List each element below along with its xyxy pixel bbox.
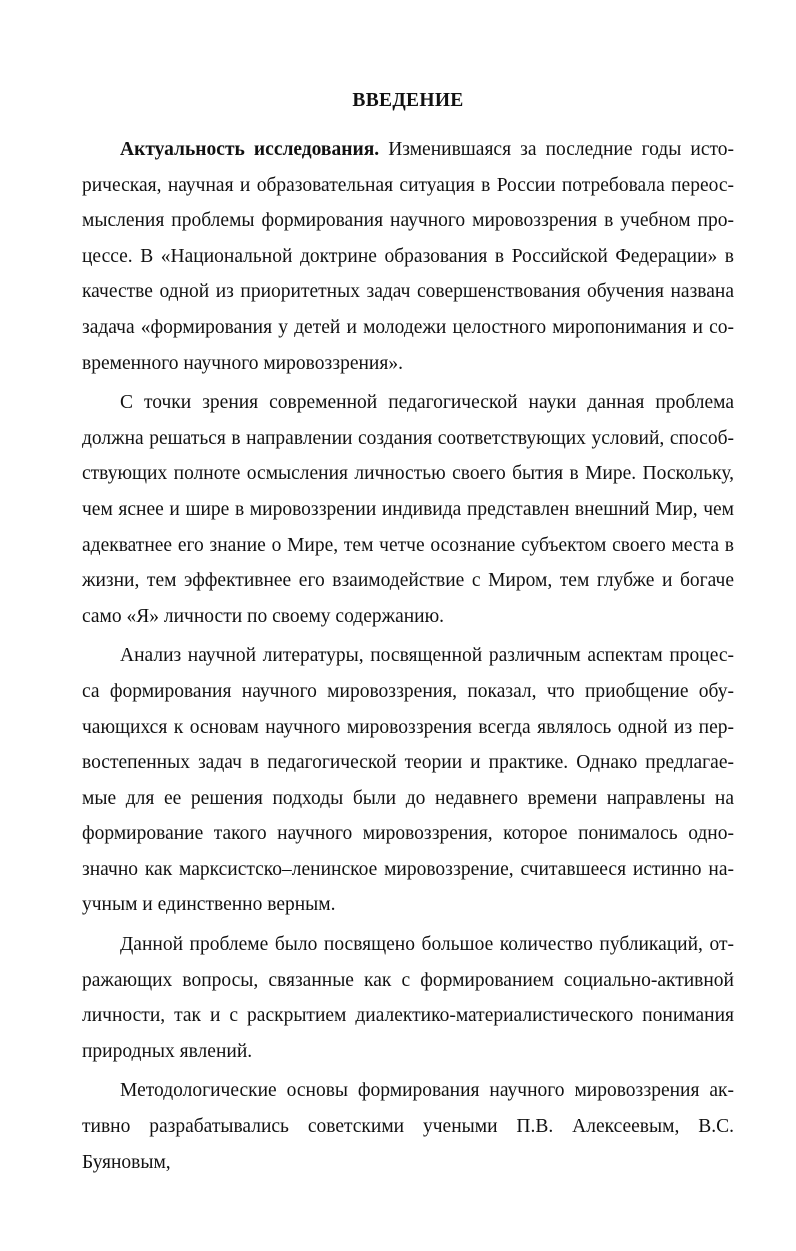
paragraph: Данной проблеме было посвящено большое количество публикаций, отражающих вопросы, связанные как с формированием социально-активной личности, так и с раскрытием диалектико-материалистического понимания природных явлений. <box>82 934 734 1062</box>
paragraph-lead-heading: Актуальность исследования. <box>120 139 380 160</box>
document-page <box>82 86 734 1184</box>
page-title: ВВЕДЕНИЕ <box>352 90 464 111</box>
paragraph-relevance <box>82 132 734 381</box>
paragraph: Методологические основы формирования научного мировоззрения активно разрабатывались советскими учеными П.В. Алексеевым, В.С. Буяновым, <box>82 1080 734 1173</box>
paragraph: С точки зрения современной педагогической науки данная проблема должна решаться в направлении создания соответствующих условий, способствующих полноте осмысления личностью своего бытия в Мире. Поскольку, чем яснее и шире в мировоззрении индивида представлен внешний Мир, чем адекватнее его знание о Мире, тем четче осознание субъектом своего места в жизни, тем эффективнее его взаимодействие с Миром, тем глубже и богаче само «Я» личности по своему содержанию. <box>82 392 734 627</box>
paragraph: Анализ научной литературы, посвященной различным аспектам процесса формирования научного мировоззрения, показал, что приобщение обучающихся к основам научного мировоззрения всегда являлось одной из первостепенных задач в педагогической теории и практике. Однако предлагаемые для ее решения подходы были до недавнего времени направлены на формирование такого научного мировоззрения, которое понималось однозначно как марксистско–ленинское мировоззрение, считавшееся истинно научным и единственно верным. <box>82 645 734 916</box>
paragraph-text: Изменившаяся за последние годы историческая, научная и образовательная ситуация в России потребовала переосмысления проблемы формирования научного мировоззрения в учебном процессе. В «Национальной доктрине образования в Российской Федерации» в качестве одной из приоритетных задач совершенствования обучения названа задача «формирования у детей и молодежи целостного миропонимания и современного научного мировоззрения». <box>82 139 735 374</box>
